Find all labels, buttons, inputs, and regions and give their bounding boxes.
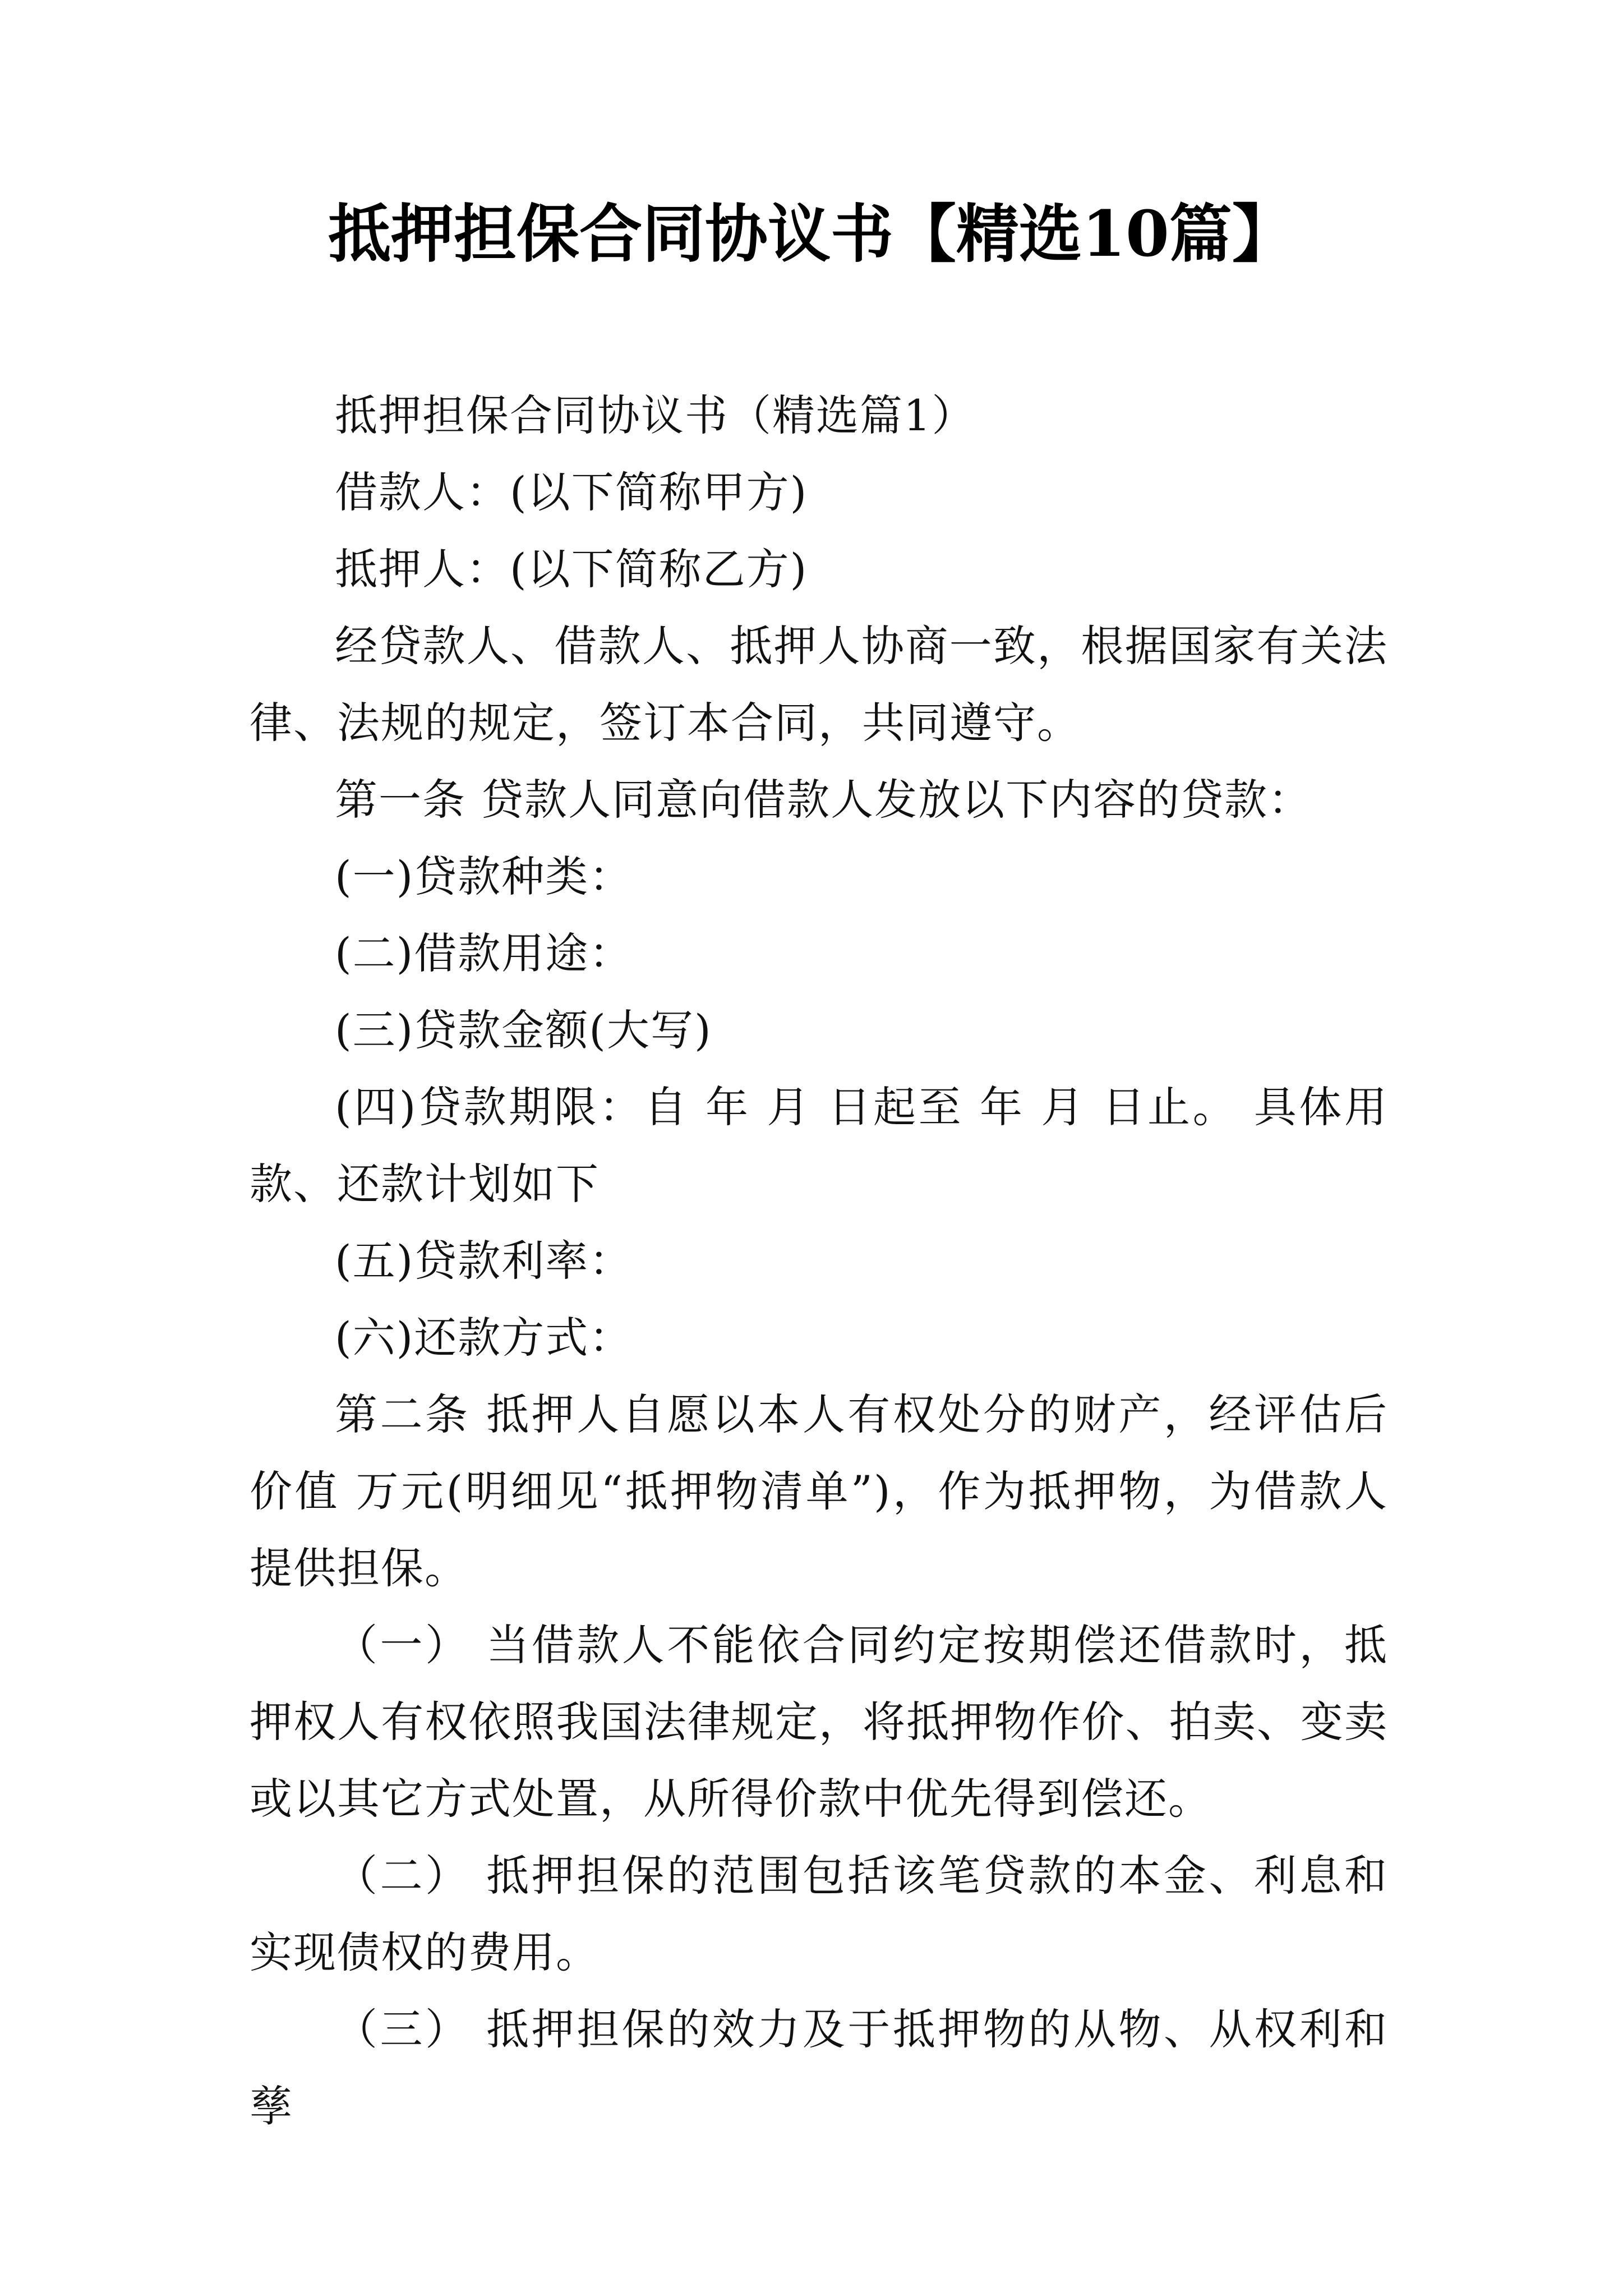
borrower-line: 借款人：(以下简称甲方) — [335, 467, 808, 517]
loan-term-item: (四)贷款期限：自 年 月 日起至 年 月 日止。 具体用款、还款计划如下 — [250, 1082, 1388, 1209]
interest-rate-item: (五)贷款利率： — [335, 1236, 633, 1286]
clause-2-paragraph: （二） 抵押担保的范围包括该笔贷款的本金、利息和实现债权的费用。 — [250, 1851, 1388, 1977]
mortgagor-line: 抵押人：(以下简称乙方) — [335, 544, 808, 594]
article-1-heading: 第一条 贷款人同意向借款人发放以下内容的贷款： — [335, 775, 1312, 825]
article-2-paragraph: 第二条 抵押人自愿以本人有权处分的财产，经评估后价值 万元(明细见“抵押物清单”)，作为抵押物，为借款人提供担保。 — [250, 1389, 1388, 1593]
document-body — [250, 377, 1388, 2145]
preamble-paragraph: 经贷款人、借款人、抵押人协商一致，根据国家有关法律、法规的规定，签订本合同，共同遵守。 — [250, 621, 1388, 748]
document-title: 抵押担保合同协议书【精选10篇】 — [328, 197, 1295, 271]
section-heading: 抵押担保合同协议书（精选篇1） — [335, 390, 976, 440]
loan-purpose-item: (二)借款用途： — [335, 928, 633, 978]
clause-3-paragraph: （三） 抵押担保的效力及于抵押物的从物、从权利和孳 — [250, 2004, 1388, 2131]
repayment-method-item: (六)还款方式： — [335, 1313, 633, 1363]
loan-amount-item: (三)贷款金额(大写) — [335, 1005, 712, 1055]
clause-1-paragraph: （一） 当借款人不能依合同约定按期偿还借款时，抵押权人有权依照我国法律规定，将抵押物作价、拍卖、变卖或以其它方式处置，从所得价款中优先得到偿还。 — [250, 1620, 1388, 1824]
loan-type-item: (一)贷款种类： — [335, 852, 633, 901]
